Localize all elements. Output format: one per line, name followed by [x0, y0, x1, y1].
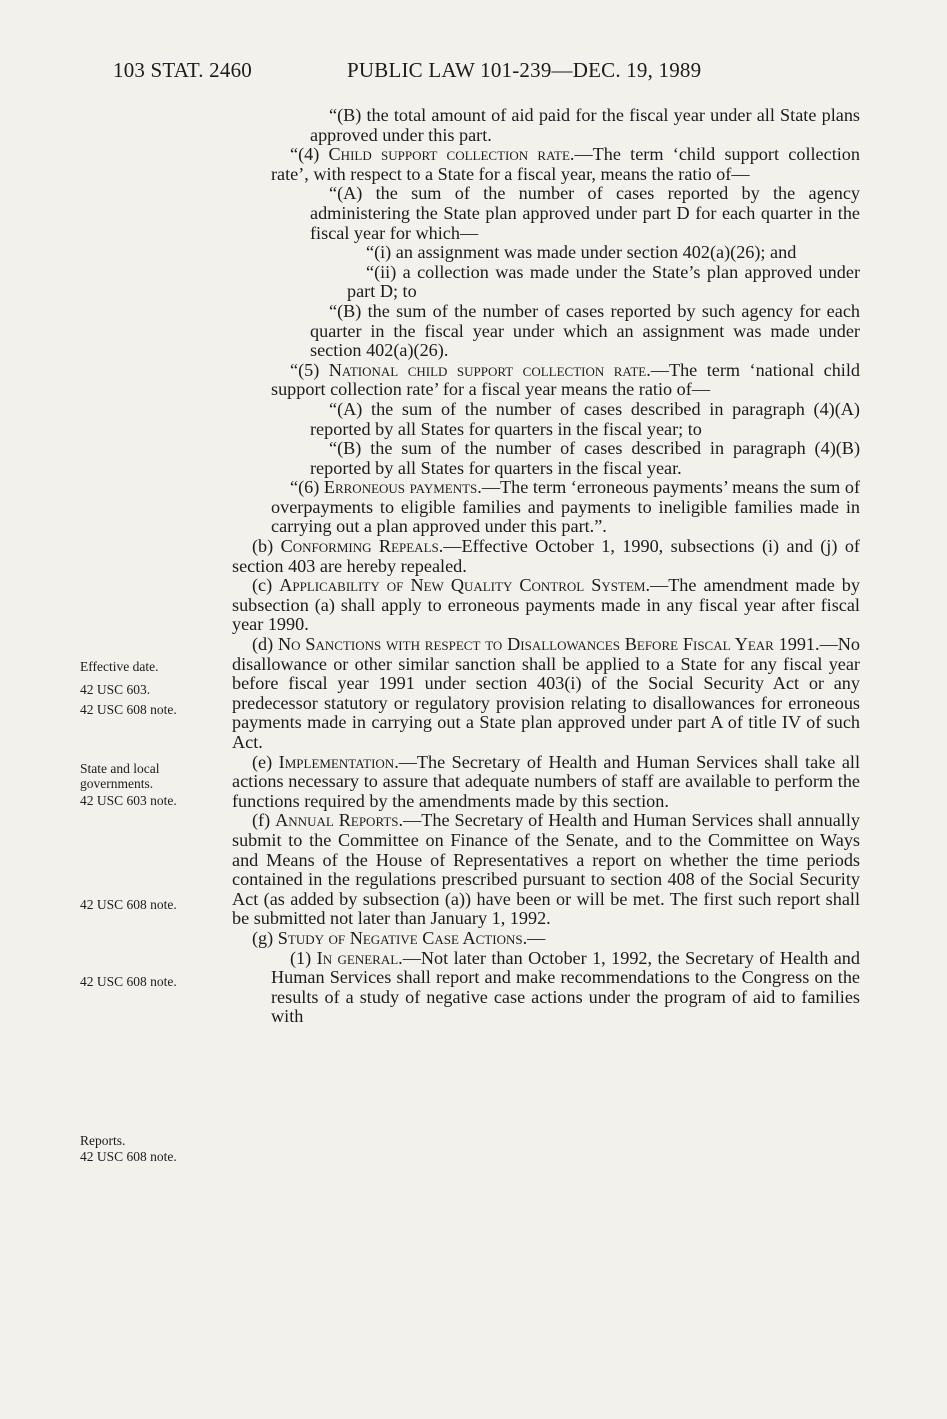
margin-note-usc: 42 USC 603.: [80, 682, 151, 697]
section-heading: In general: [316, 947, 399, 968]
paragraph-4b: “(B) the sum of the number of cases reported by such agency for each quarter in the fiscal year under which an assignment was made under section 402(a)(26).: [310, 300, 860, 361]
paragraph-g1-in-general: (1) In general.—Not later than October 1, 1992, the Secretary of Health and Human Services shall report and make recommendations to the Congress on the results of a study of negative case actions under the program of aid to families with: [271, 947, 860, 1027]
section-heading: No Sanctions with respect to Disallowances Before Fiscal Year: [278, 634, 774, 655]
subsection-b-conforming-repeals: (b) Conforming Repeals.—Effective October 1, 1990, subsections (i) and (j) of section 403 are hereby repealed.: [232, 536, 860, 576]
margin-note-usc: 42 USC 603 note.: [80, 793, 177, 808]
section-heading: Study of Negative Case Actions: [277, 927, 523, 948]
clause-4a-ii: “(ii) a collection was made under the State’s plan approved under part D; to: [347, 261, 860, 302]
subsection-e-implementation: (e) Implementation.—The Secretary of Health and Human Services shall take all actions necessary to assure that adequate numbers of staff are available to perform the functions required by the amendments made by this section.: [232, 751, 861, 811]
paragraph-5-national-rate: “(5) National child support collection rate.—The term ‘national child support collection rate’ for a fiscal year means the ratio of—: [271, 359, 860, 400]
margin-note-usc: 42 USC 608 note.: [80, 974, 177, 989]
margin-note-effective-date: Effective date.: [80, 659, 159, 674]
paragraph-4a: “(A) the sum of the number of cases reported by the agency administering the State plan approved under part D for each quarter in the fiscal year for which—: [310, 183, 860, 243]
section-heading: Erroneous payments: [323, 477, 478, 498]
subsection-g-study: (g) Study of Negative Case Actions.—: [252, 927, 546, 948]
paragraph-4-child-support-rate: “(4) Child support collection rate.—The term ‘child support collection rate’, with respect to a State for a fiscal year, means the ratio of—: [271, 144, 860, 184]
margin-note-usc: 42 USC 608 note.: [80, 1149, 177, 1164]
clause-4a-i: “(i) an assignment was made under section 402(a)(26); and: [366, 242, 797, 263]
section-heading: National child support collection rate: [328, 359, 647, 380]
margin-note-governments: governments.: [80, 776, 154, 791]
law-title-header: PUBLIC LAW 101-239—DEC. 19, 1989: [347, 58, 702, 82]
statute-body: [232, 106, 860, 1027]
subsection-f-annual-reports: (f) Annual Reports.—The Secretary of Health and Human Services shall annually submit to the Committee on Finance of the Senate, and to the Committee on Ways and Means of the House of Representatives a report on whether the time periods contained in the regulations prescribed pursuant to section 408 of the Social Security Act (as added by subsection (a)) have been or will be met. The first such report shall be submitted not later than January 1, 1992.: [232, 810, 860, 929]
stat-page-number: 103 STAT. 2460: [113, 58, 252, 82]
subsection-c-applicability: (c) Applicability of New Quality Control System.—The amendment made by subsection (a) shall apply to erroneous payments made in any fiscal year after fiscal year 1990.: [232, 575, 860, 635]
subsection-d-no-sanctions: (d) No Sanctions with respect to Disallowances Before Fiscal Year 1991.—No disallowance or other similar sanction shall be applied to a State for any fiscal year before fiscal year 1991 under section 403(i) of the Social Security Act or any predecessor statutory or regulatory provision relating to disallowances for erroneous payments made in carrying out a State plan approved under part A of title IV of such Act.: [232, 634, 860, 752]
paragraph-5b: “(B) the sum of the number of cases described in paragraph (4)(B) reported by all States for quarters in the fiscal year.: [310, 438, 860, 478]
paragraph-6-erroneous-payments: “(6) Erroneous payments.—The term ‘erroneous payments’ means the sum of overpayments to eligible families and payments to ineligible families made in carrying out a plan approved under this part.”.: [271, 477, 860, 537]
paragraph-5a: “(A) the sum of the number of cases described in paragraph (4)(A) reported by all States for quarters in the fiscal year; to: [310, 398, 860, 439]
section-heading: Implementation: [278, 751, 395, 772]
margin-note-usc: 42 USC 608 note.: [80, 897, 177, 912]
section-heading: Applicability of New Quality Control System: [279, 575, 646, 596]
paragraph-4b-total-aid: “(B) the total amount of aid paid for the fiscal year under all State plans approved under this part.: [310, 105, 860, 145]
section-heading: Annual Reports: [275, 810, 399, 831]
section-heading: Child support collection rate: [328, 144, 570, 165]
margin-note-usc: 42 USC 608 note.: [80, 702, 177, 717]
margin-note-reports: Reports.: [80, 1133, 126, 1148]
section-heading: Conforming Repeals: [280, 536, 439, 557]
margin-note-state-local: State and local: [80, 761, 160, 776]
